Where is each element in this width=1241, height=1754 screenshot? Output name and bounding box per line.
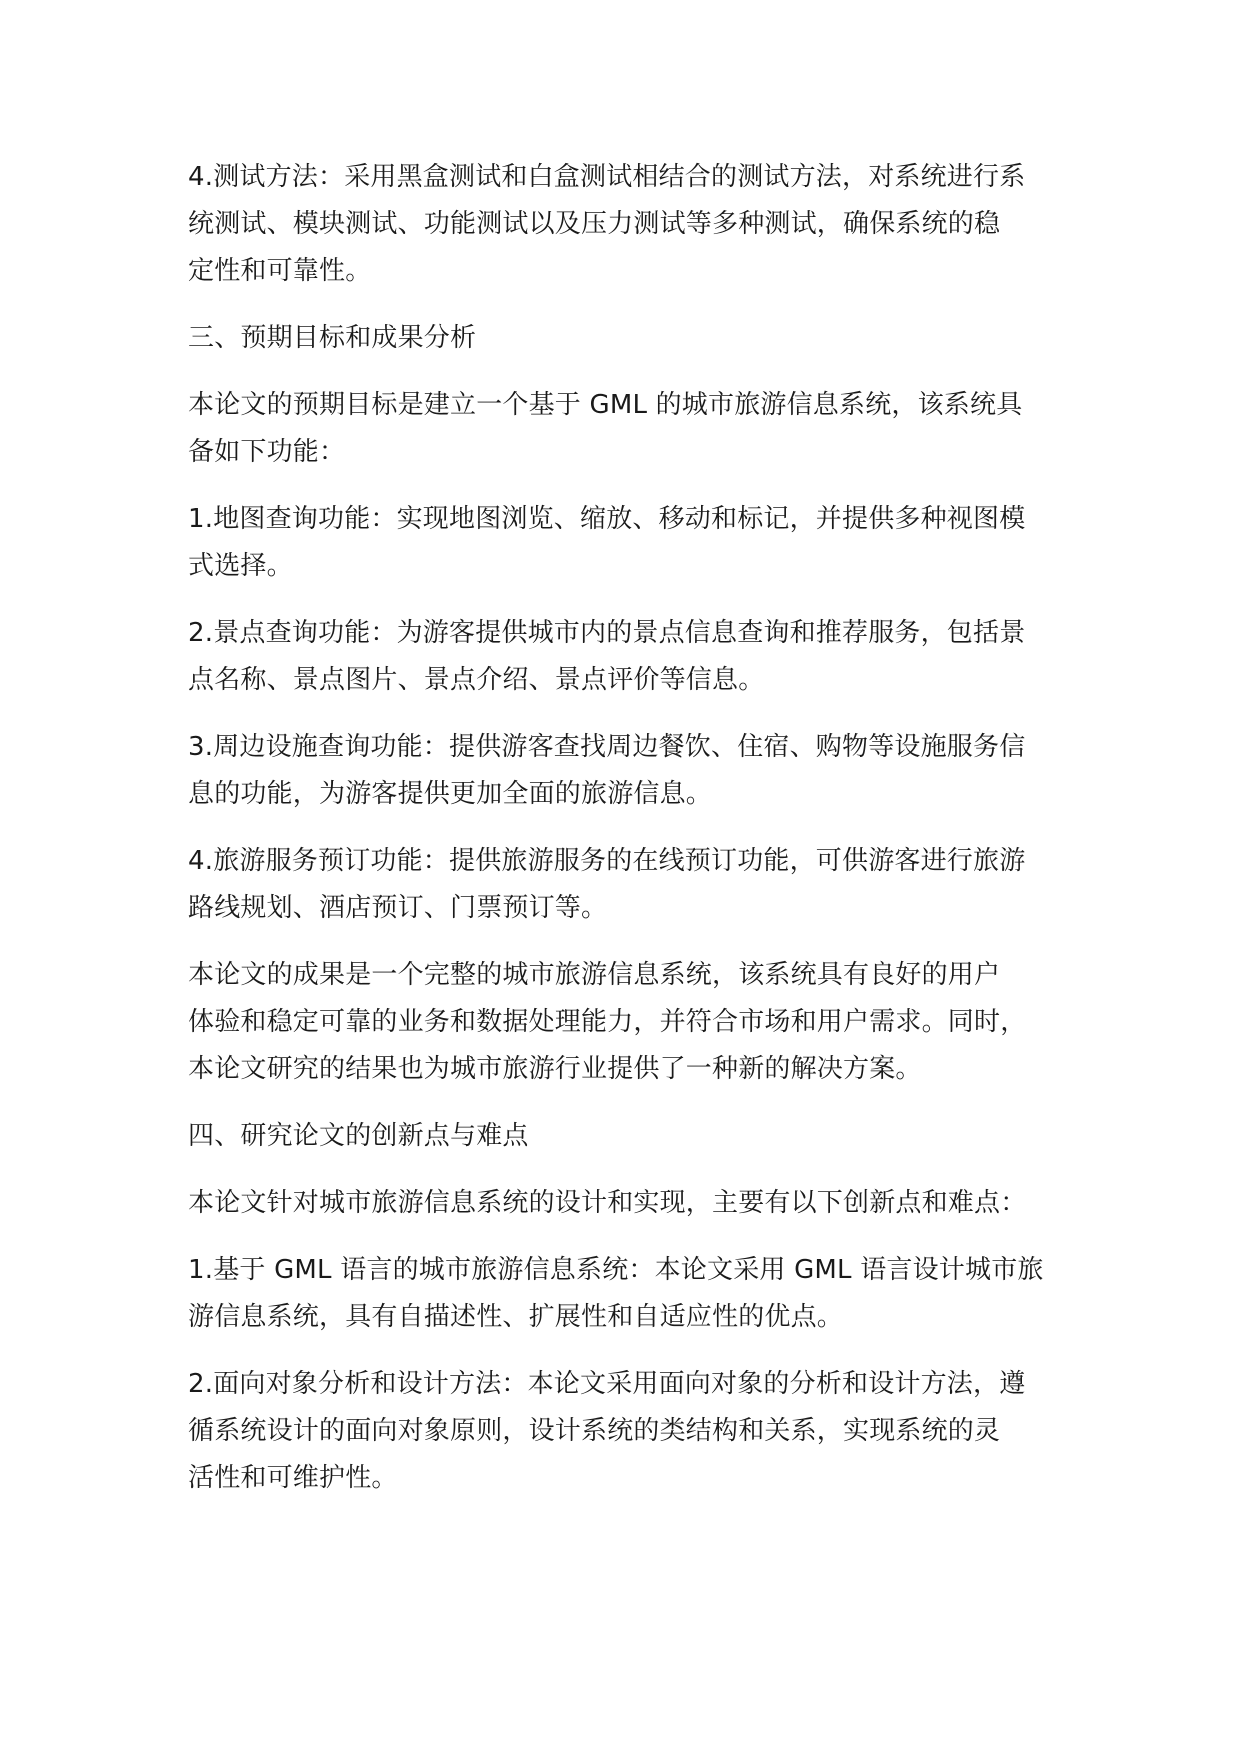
text-line: 2.景点查询功能：为游客提供城市内的景点信息查询和推荐服务，包括景: [188, 618, 1026, 648]
text-line: 式选择。: [188, 551, 293, 581]
outcome-paragraph: [188, 952, 1088, 1093]
test-method-paragraph: [188, 154, 1088, 295]
expected-goal-paragraph: [188, 382, 1088, 476]
text-line: 3.周边设施查询功能：提供游客查找周边餐饮、住宿、购物等设施服务信: [188, 732, 1026, 762]
text-line: 本论文针对城市旅游信息系统的设计和实现，主要有以下创新点和难点：: [188, 1188, 1027, 1218]
text-line: 活性和可维护性。: [188, 1463, 398, 1493]
text-line: 定性和可靠性。: [188, 256, 372, 286]
heading-text: 四、研究论文的创新点与难点: [188, 1121, 529, 1151]
facility-query-paragraph: [188, 724, 1088, 818]
text-line: 路线规划、酒店预订、门票预订等。: [188, 893, 608, 923]
heading-text: 三、预期目标和成果分析: [188, 323, 477, 353]
text-line: 本论文的成果是一个完整的城市旅游信息系统，该系统具有良好的用户: [188, 960, 1001, 990]
gml-innovation-paragraph: [188, 1247, 1088, 1341]
text-line: 游信息系统，具有自描述性、扩展性和自适应性的优点。: [188, 1302, 844, 1332]
section-four-heading: [188, 1113, 1088, 1160]
document-body: [188, 154, 1088, 1522]
text-line: 统测试、模块测试、功能测试以及压力测试等多种测试，确保系统的稳: [188, 209, 1001, 239]
text-line: 本论文研究的结果也为城市旅游行业提供了一种新的解决方案。: [188, 1054, 922, 1084]
booking-paragraph: [188, 838, 1088, 932]
section-three-heading: [188, 315, 1088, 362]
text-line: 体验和稳定可靠的业务和数据处理能力，并符合市场和用户需求。同时，: [188, 1007, 1027, 1037]
oo-design-paragraph: [188, 1361, 1088, 1502]
text-line: 4.旅游服务预订功能：提供旅游服务的在线预订功能，可供游客进行旅游: [188, 846, 1026, 876]
text-line: 2.面向对象分析和设计方法：本论文采用面向对象的分析和设计方法，遵: [188, 1369, 1026, 1399]
map-query-paragraph: [188, 496, 1088, 590]
text-line: 本论文的预期目标是建立一个基于 GML 的城市旅游信息系统，该系统具: [188, 390, 1023, 420]
text-line: 备如下功能：: [188, 437, 346, 467]
text-line: 4.测试方法：采用黑盒测试和白盒测试相结合的测试方法，对系统进行系: [188, 162, 1026, 192]
text-line: 循系统设计的面向对象原则，设计系统的类结构和关系，实现系统的灵: [188, 1416, 1001, 1446]
text-line: 1.基于 GML 语言的城市旅游信息系统：本论文采用 GML 语言设计城市旅: [188, 1255, 1044, 1285]
text-line: 点名称、景点图片、景点介绍、景点评价等信息。: [188, 665, 765, 695]
text-line: 息的功能，为游客提供更加全面的旅游信息。: [188, 779, 713, 809]
innovation-intro-paragraph: [188, 1180, 1088, 1227]
scenic-query-paragraph: [188, 610, 1088, 704]
text-line: 1.地图查询功能：实现地图浏览、缩放、移动和标记，并提供多种视图模: [188, 504, 1026, 534]
